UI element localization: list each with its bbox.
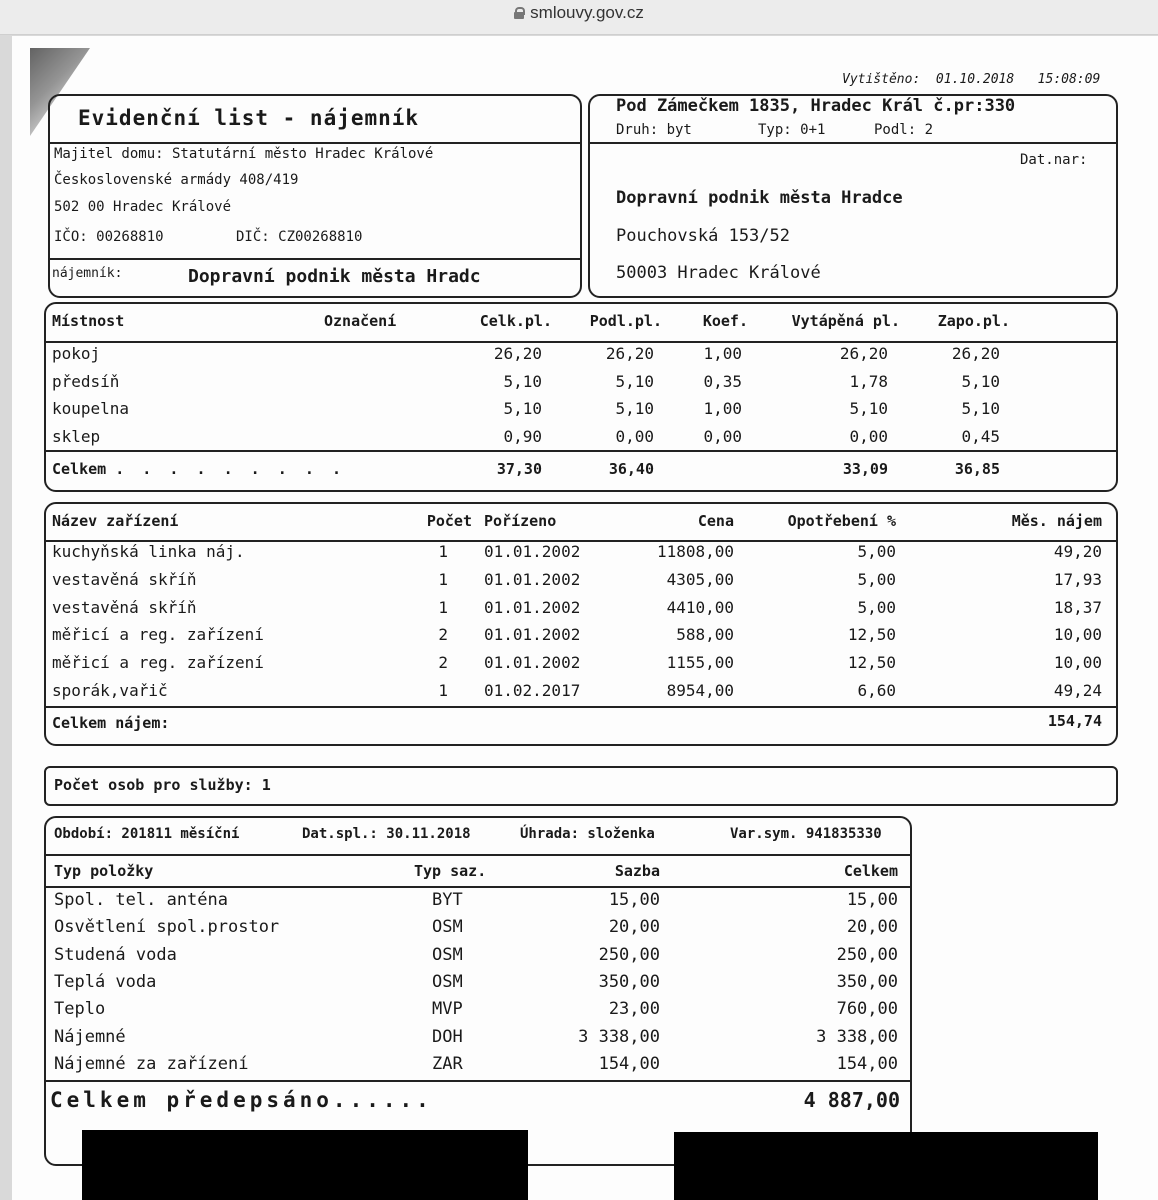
col-header: Pořízeno xyxy=(484,512,557,530)
equipment-cell: vestavěná skříň xyxy=(52,597,197,617)
lock-icon xyxy=(514,7,524,19)
equipment-cell: 4410,00 xyxy=(666,597,734,617)
payment-cell: 250,00 xyxy=(836,944,898,965)
col-header: Označení xyxy=(324,312,397,330)
document-title: Evidenční list - nájemník xyxy=(78,106,420,130)
birth-date-label: Dat.nar: xyxy=(1020,152,1088,168)
room-cell: 5,10 xyxy=(615,371,654,391)
col-header: Celkem xyxy=(843,862,898,880)
room-cell: pokoj xyxy=(52,344,101,363)
payment-cell: 15,00 xyxy=(846,890,898,910)
tenant-label: nájemník: xyxy=(52,266,123,281)
equipment-cell: 1 xyxy=(438,542,448,561)
grand-total-value: 4 887,00 xyxy=(803,1088,900,1112)
property-layout: Typ: 0+1 xyxy=(758,122,826,138)
equipment-cell: 10,00 xyxy=(1053,625,1102,645)
grand-total-label: Celkem předepsáno...... xyxy=(50,1088,433,1112)
equipment-cell: 2 xyxy=(438,653,448,673)
col-header: Název zařízení xyxy=(52,512,179,530)
room-cell: 0,45 xyxy=(961,426,1000,446)
equipment-total-value: 154,74 xyxy=(1047,712,1102,730)
col-header: Místnost xyxy=(52,312,125,330)
due-date: Dat.spl.: 30.11.2018 xyxy=(302,826,471,842)
payment-cell: Spol. tel. anténa xyxy=(54,890,228,910)
equipment-cell: 6,60 xyxy=(857,681,896,700)
room-cell: 5,10 xyxy=(503,371,542,391)
divider xyxy=(44,1080,910,1082)
owner-ico: IČO: 00268810 xyxy=(54,229,164,245)
room-cell: 0,90 xyxy=(503,426,542,446)
property-address: Pod Zámečkem 1835, Hradec Král č.pr:330 xyxy=(616,96,1016,116)
room-cell: 5,10 xyxy=(961,399,1000,418)
divider xyxy=(48,258,580,260)
room-cell: koupelna xyxy=(52,399,130,418)
col-header: Měs. nájem xyxy=(1011,512,1102,530)
room-cell: 5,10 xyxy=(503,399,542,418)
equipment-cell: 49,24 xyxy=(1053,681,1102,700)
browser-address-bar[interactable] xyxy=(0,0,1158,35)
equipment-cell: kuchyňská linka náj. xyxy=(52,542,245,561)
room-cell: 5,10 xyxy=(961,371,1000,391)
equipment-cell: 1 xyxy=(438,569,448,589)
room-cell: 5,10 xyxy=(615,399,654,418)
rooms-total-value: 37,30 xyxy=(496,460,542,478)
divider xyxy=(588,142,1116,144)
equipment-cell: 588,00 xyxy=(676,625,734,645)
room-cell: 26,20 xyxy=(493,344,542,363)
room-cell: 1,00 xyxy=(703,344,742,363)
col-header: Podl.pl. xyxy=(589,312,662,330)
tenant-name: Dopravní podnik města Hradc xyxy=(188,266,481,287)
equipment-cell: 1 xyxy=(438,597,448,617)
equipment-cell: 01.01.2002 xyxy=(484,597,581,617)
equipment-cell: 5,00 xyxy=(857,569,896,589)
room-cell: 26,20 xyxy=(951,344,1000,363)
equipment-cell: 2 xyxy=(438,625,448,645)
payment-cell: 15,00 xyxy=(608,890,660,910)
col-header: Opotřebení % xyxy=(787,512,896,530)
equipment-cell: 4305,00 xyxy=(666,569,734,589)
payment-cell: 3 338,00 xyxy=(816,1026,898,1047)
room-cell: 1,00 xyxy=(703,399,742,418)
col-header: Vytápěná pl. xyxy=(791,312,900,330)
equipment-cell: 10,00 xyxy=(1053,653,1102,673)
payment-cell: OSM xyxy=(432,917,463,938)
equipment-cell: měřicí a reg. zařízení xyxy=(52,653,264,673)
period: Období: 201811 měsíční xyxy=(54,826,240,842)
col-header: Sazba xyxy=(614,862,660,880)
property-type: Druh: byt xyxy=(616,122,692,138)
document-sheet xyxy=(12,36,1158,1200)
payment-cell: 20,00 xyxy=(846,917,898,938)
payment-cell: 20,00 xyxy=(608,917,660,938)
col-header: Typ položky xyxy=(54,862,154,880)
owner-street: Československé armády 408/419 xyxy=(54,172,299,188)
payment-cell: Studená voda xyxy=(54,944,177,965)
owner-name: Majitel domu: Statutární město Hradec Králové xyxy=(54,146,434,162)
variable-symbol: Var.sym. 941835330 xyxy=(730,826,882,842)
payment-cell: Teplo xyxy=(54,999,106,1020)
equipment-cell: 5,00 xyxy=(857,542,896,561)
property-share: Podl: 2 xyxy=(874,122,934,138)
payment-cell: Osvětlení spol.prostor xyxy=(54,917,280,938)
equipment-cell: 18,37 xyxy=(1053,597,1102,617)
equipment-table xyxy=(44,502,1118,746)
room-cell: 0,00 xyxy=(703,426,742,446)
payment-cell: MVP xyxy=(432,999,463,1020)
equipment-cell: 01.01.2002 xyxy=(484,542,581,561)
col-header: Cena xyxy=(697,512,734,530)
equipment-cell: 11808,00 xyxy=(656,542,734,561)
redacted-block-left xyxy=(82,1130,528,1200)
divider xyxy=(44,854,910,856)
equipment-cell: 12,50 xyxy=(847,625,896,645)
tenant-full-name: Dopravní podnik města Hradce xyxy=(616,188,903,208)
payment-cell: 250,00 xyxy=(598,944,660,965)
redacted-block-right xyxy=(674,1132,1098,1200)
col-header: Celk.pl. xyxy=(479,312,552,330)
payment-cell: Teplá voda xyxy=(54,971,157,992)
payment-cell: OSM xyxy=(432,944,463,965)
payment-cell: Nájemné xyxy=(54,1026,126,1047)
equipment-cell: vestavěná skříň xyxy=(52,569,197,589)
col-header: Zapo.pl. xyxy=(937,312,1010,330)
room-cell: 26,20 xyxy=(605,344,654,363)
rooms-total-value: 36,40 xyxy=(608,460,654,478)
tenant-city: 50003 Hradec Králové xyxy=(616,263,821,283)
divider xyxy=(44,341,1116,343)
equipment-total-label: Celkem nájem: xyxy=(52,714,170,732)
payment-cell: ZAR xyxy=(432,1053,463,1074)
room-cell: sklep xyxy=(52,426,101,446)
room-cell: 0,00 xyxy=(849,426,888,446)
owner-dic: DIČ: CZ00268810 xyxy=(236,229,363,245)
room-cell: 0,35 xyxy=(703,371,742,391)
rooms-total-label: Celkem . . . . . . . . . xyxy=(52,460,341,478)
room-cell: 26,20 xyxy=(839,344,888,363)
equipment-cell: sporák,vařič xyxy=(52,681,168,700)
equipment-cell: 5,00 xyxy=(857,597,896,617)
equipment-cell: měřicí a reg. zařízení xyxy=(52,625,264,645)
payment-cell: BYT xyxy=(432,890,463,910)
url-display[interactable] xyxy=(0,3,1158,23)
equipment-cell: 17,93 xyxy=(1053,569,1102,589)
equipment-cell: 8954,00 xyxy=(666,681,734,700)
owner-city: 502 00 Hradec Králové xyxy=(54,199,232,215)
url-text: smlouvy.gov.cz xyxy=(530,3,644,22)
persons-count: Počet osob pro služby: 1 xyxy=(54,776,271,794)
rooms-total-value: 36,85 xyxy=(954,460,1000,478)
equipment-cell: 12,50 xyxy=(847,653,896,673)
room-cell: předsíň xyxy=(52,371,120,391)
col-header: Typ saz. xyxy=(414,862,487,880)
divider xyxy=(44,886,910,888)
equipment-cell: 01.01.2002 xyxy=(484,569,581,589)
col-header: Koef. xyxy=(702,312,748,330)
payment-cell: OSM xyxy=(432,971,463,992)
payment-cell: 154,00 xyxy=(836,1053,898,1074)
room-cell: 5,10 xyxy=(849,399,888,418)
equipment-cell: 1155,00 xyxy=(666,653,734,673)
divider xyxy=(48,142,580,144)
payment-cell: 23,00 xyxy=(608,999,660,1020)
payment-cell: 3 338,00 xyxy=(578,1026,660,1047)
divider xyxy=(44,706,1116,708)
room-cell: 1,78 xyxy=(849,371,888,391)
payment-cell: DOH xyxy=(432,1026,463,1047)
payment-cell: Nájemné za zařízení xyxy=(54,1053,249,1074)
equipment-cell: 01.01.2002 xyxy=(484,625,581,645)
rooms-total-value: 33,09 xyxy=(842,460,888,478)
equipment-cell: 1 xyxy=(438,681,448,700)
payment-cell: 350,00 xyxy=(598,971,660,992)
room-cell: 0,00 xyxy=(615,426,654,446)
payment-cell: 760,00 xyxy=(836,999,898,1020)
payment-cell: 154,00 xyxy=(598,1053,660,1074)
payment-method: Úhrada: složenka xyxy=(520,826,655,842)
payment-cell: 350,00 xyxy=(836,971,898,992)
divider xyxy=(44,450,1116,452)
equipment-cell: 01.02.2017 xyxy=(484,681,581,700)
equipment-cell: 01.01.2002 xyxy=(484,653,581,673)
printed-timestamp: Vytištěno: 01.10.2018 15:08:09 xyxy=(842,72,1101,87)
col-header: Počet xyxy=(426,512,472,530)
tenant-street: Pouchovská 153/52 xyxy=(616,226,790,246)
equipment-cell: 49,20 xyxy=(1053,542,1102,561)
